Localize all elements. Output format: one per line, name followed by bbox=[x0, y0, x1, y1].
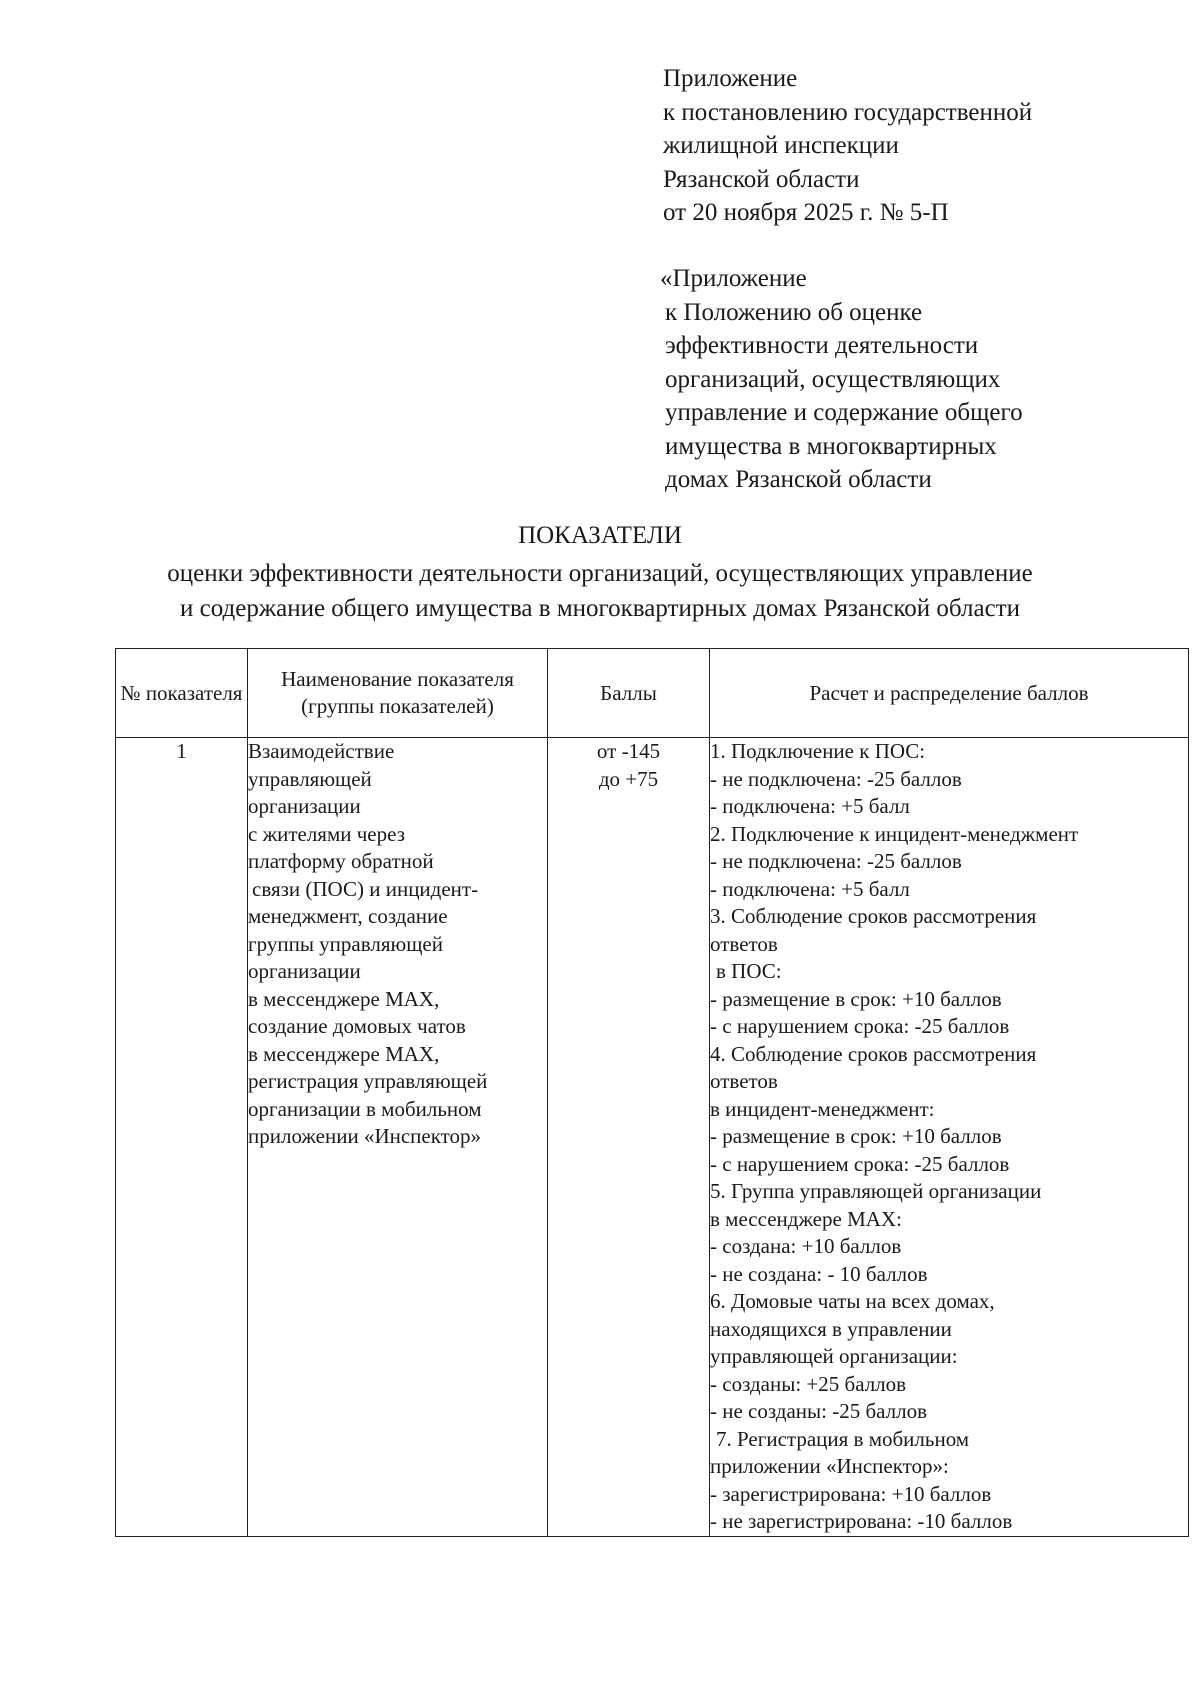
cell-line: связи (ПОС) и инцидент- bbox=[252, 876, 479, 901]
cell-line: в мессенджере МАХ, bbox=[248, 986, 440, 1011]
header-text: показателя bbox=[145, 680, 243, 705]
cell-line: 6. Домовые чаты на всех домах, bbox=[710, 1289, 995, 1313]
cell-line: создание домовых чатов bbox=[248, 1014, 466, 1038]
table-header-row bbox=[116, 649, 1189, 738]
cell-line: - создана: +10 баллов bbox=[710, 1234, 902, 1258]
cell-line: в мессенджере МАХ: bbox=[710, 1206, 902, 1231]
cell-line: - зарегистрирована: +10 баллов bbox=[710, 1481, 992, 1506]
cell-line: до +75 bbox=[598, 766, 659, 791]
cell-line: - не зарегистрирована: -10 баллов bbox=[710, 1509, 1013, 1533]
cell-line: группы управляющей bbox=[248, 931, 443, 956]
regulation-header-line: эффективности деятельности bbox=[665, 332, 979, 359]
cell-number: 1 bbox=[116, 738, 248, 1537]
cell-line: организации bbox=[248, 794, 361, 818]
attachment-header-line: Приложение bbox=[663, 65, 798, 92]
document-title: ПОКАЗАТЕЛИ bbox=[518, 522, 682, 549]
cell-line: в инцидент-менеджмент: bbox=[710, 1096, 935, 1121]
document-subtitle: и содержание общего имущества в многоквартирных домах Рязанской области bbox=[180, 595, 1020, 622]
regulation-header-line: организаций, осуществляющих bbox=[665, 365, 1001, 393]
regulation-header-line: управление и содержание общего bbox=[665, 399, 1023, 426]
cell-line: Взаимодействие bbox=[248, 739, 395, 763]
cell-line: 3. Соблюдение сроков рассмотрения bbox=[710, 904, 1037, 928]
regulation-header bbox=[660, 262, 1023, 497]
cell-line: - не создана: - 10 баллов bbox=[710, 1261, 928, 1286]
cell-line: в мессенджере МАХ, bbox=[248, 1041, 440, 1066]
cell-line: приложении «Инспектор»: bbox=[710, 1454, 949, 1478]
cell-line: 7. Регистрация в мобильном bbox=[716, 1426, 970, 1451]
header-text: Расчет и распределение баллов bbox=[809, 680, 1089, 705]
cell-line: - подключена: +5 балл bbox=[710, 876, 910, 901]
cell-line: менеджмент, создание bbox=[248, 904, 448, 928]
column-header-number bbox=[116, 649, 248, 738]
cell-line: в ПОС: bbox=[716, 959, 782, 983]
cell-calculation bbox=[710, 738, 1189, 1537]
cell-line: организации в мобильном bbox=[248, 1096, 482, 1121]
indicators-table bbox=[115, 648, 1189, 1537]
cell-line: 5. Группа управляющей организации bbox=[710, 1179, 1042, 1203]
cell-line: - не подключена: -25 баллов bbox=[710, 849, 962, 873]
cell-line: регистрация управляющей bbox=[248, 1069, 488, 1093]
cell-points bbox=[548, 738, 710, 1537]
cell-line: - подключена: +5 балл bbox=[710, 794, 910, 818]
cell-line: - с нарушением срока: -25 баллов bbox=[710, 1151, 1010, 1176]
cell-line: - не созданы: -25 баллов bbox=[710, 1399, 928, 1423]
cell-line: управляющей организации: bbox=[710, 1344, 958, 1368]
cell-line: организации bbox=[248, 959, 361, 983]
cell-line: 1. Подключение к ПОС: bbox=[710, 739, 926, 763]
attachment-header-line: жилищной инспекции bbox=[663, 132, 899, 159]
cell-line: управляющей bbox=[248, 766, 372, 791]
header-text: Наименование показателя bbox=[281, 667, 514, 691]
cell-line: - с нарушением срока: -25 баллов bbox=[710, 1014, 1010, 1038]
column-header-calculation bbox=[710, 649, 1189, 738]
cell-line: ответов bbox=[710, 931, 778, 956]
regulation-header-line: к Положению об оценке bbox=[665, 298, 923, 326]
cell-line: - не подключена: -25 баллов bbox=[710, 766, 962, 791]
cell-line: - созданы: +25 баллов bbox=[710, 1371, 907, 1396]
regulation-header-line: «Приложение bbox=[660, 265, 807, 292]
header-text: Баллы bbox=[600, 680, 657, 705]
cell-line: - размещение в срок: +10 баллов bbox=[710, 986, 1002, 1011]
header-text: № bbox=[120, 680, 141, 705]
attachment-header-line: Рязанской области bbox=[663, 165, 860, 193]
attachment-header-line: к постановлению государственной bbox=[663, 98, 1033, 126]
table-row bbox=[116, 738, 1189, 1537]
column-header-name bbox=[248, 649, 548, 738]
cell-line: - размещение в срок: +10 баллов bbox=[710, 1124, 1002, 1148]
attachment-header bbox=[663, 62, 1032, 230]
cell-line: приложении «Инспектор» bbox=[248, 1124, 482, 1148]
cell-line: 2. Подключение к инцидент-менеджмент bbox=[710, 821, 1079, 846]
cell-line: ответов bbox=[710, 1069, 778, 1093]
header-text: (группы показателей) bbox=[301, 694, 494, 718]
cell-line: находящихся в управлении bbox=[710, 1316, 952, 1341]
cell-line: с жителями через bbox=[248, 821, 405, 846]
regulation-header-line: домах Рязанской области bbox=[665, 466, 932, 493]
column-header-points bbox=[548, 649, 710, 738]
attachment-header-line: от 20 ноября 2025 г. № 5-П bbox=[663, 199, 949, 226]
cell-name bbox=[248, 738, 548, 1537]
cell-line: платформу обратной bbox=[248, 849, 434, 873]
document-subtitle: оценки эффективности деятельности организаций, осуществляющих управление bbox=[167, 560, 1033, 587]
regulation-header-line: имущества в многоквартирных bbox=[665, 432, 997, 460]
cell-line: от -145 bbox=[596, 739, 661, 763]
cell-line: 4. Соблюдение сроков рассмотрения bbox=[710, 1041, 1037, 1066]
